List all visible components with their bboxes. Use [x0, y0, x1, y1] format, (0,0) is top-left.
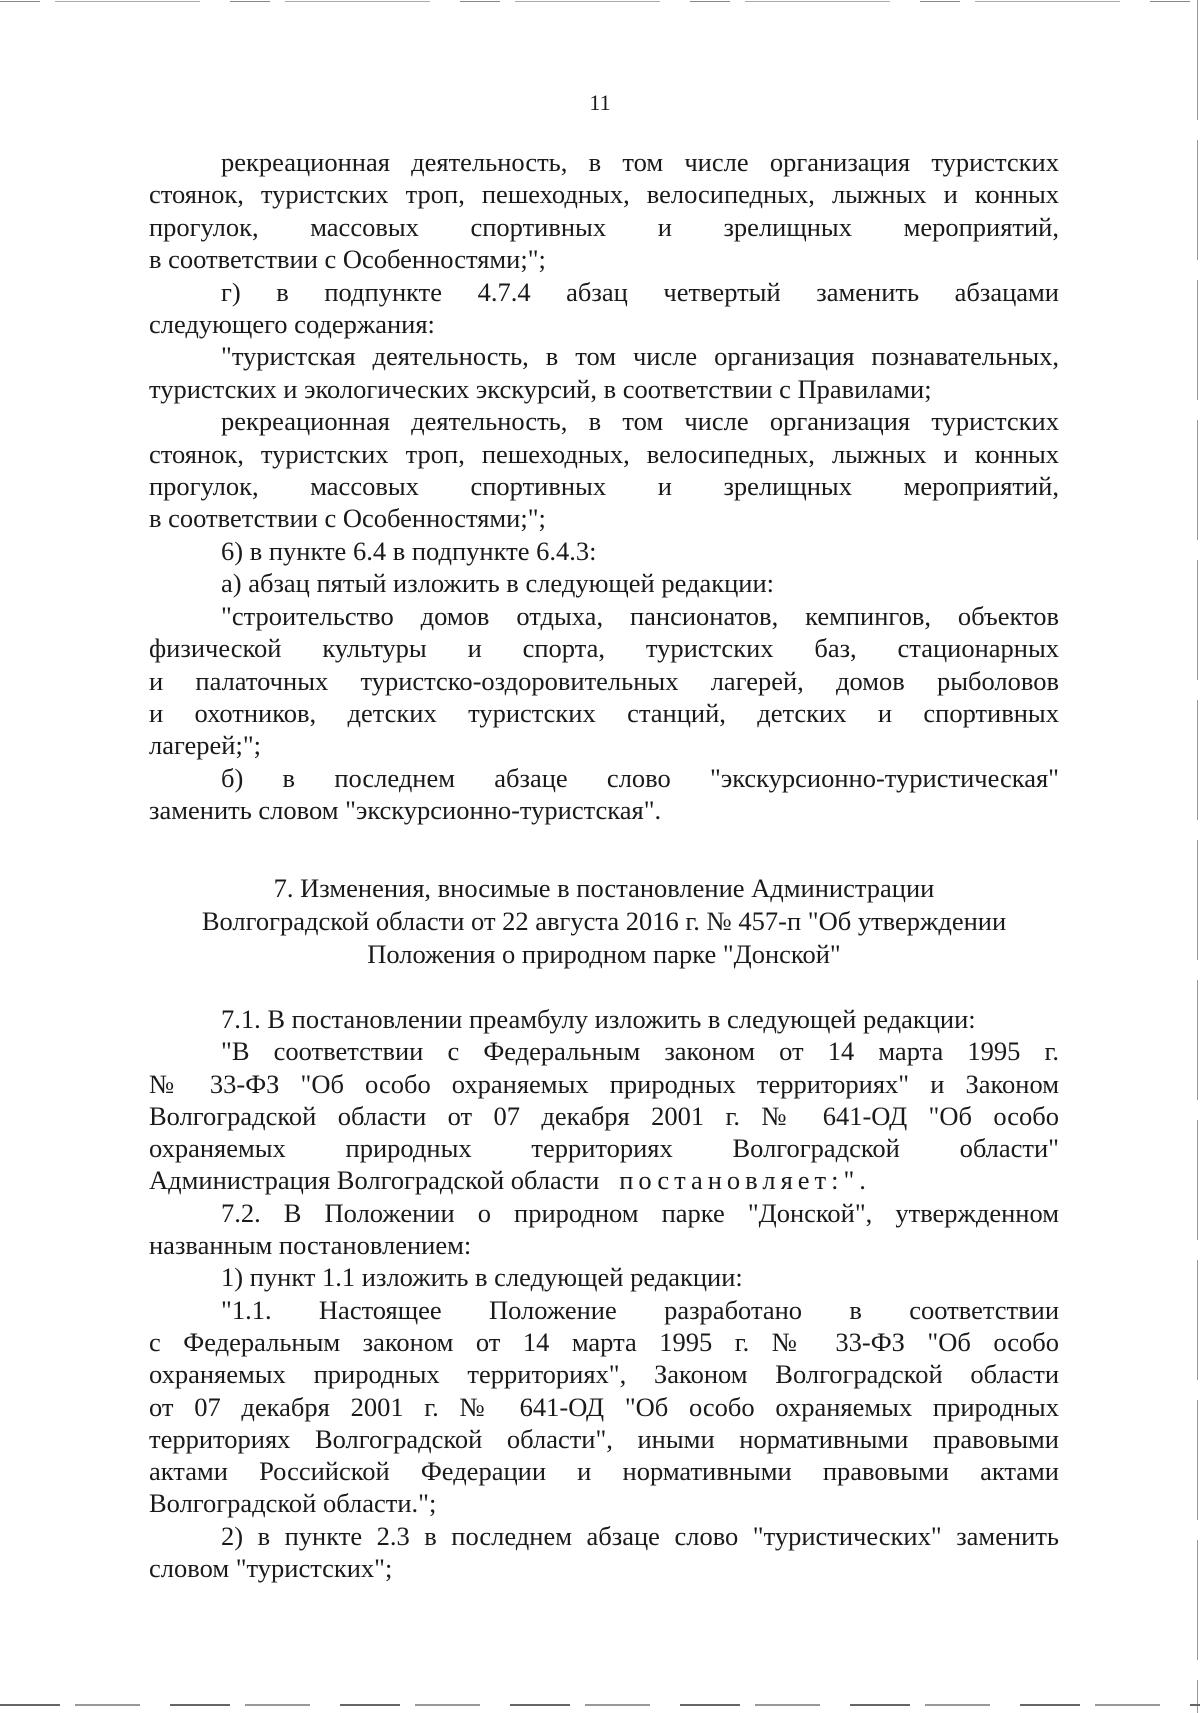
- scan-edge-right: [1197, 0, 1198, 1713]
- text-line: с Федеральным законом от 14 марта 1995 г. № 33-ФЗ "Об особо: [149, 1326, 1059, 1357]
- scan-edge-top: [0, 1, 1200, 2]
- text-line: следующего содержания:: [149, 309, 435, 340]
- section-heading: [149, 872, 1059, 971]
- spaced-keyword: постановляет:".: [619, 1165, 871, 1196]
- text-line: а) абзац пятый изложить в следующей редакции:: [221, 568, 775, 599]
- text-line: охраняемых природных территориях Волгоградской области": [149, 1133, 1059, 1164]
- heading-line: 7. Изменения, вносимые в постановление Администрации: [273, 873, 935, 903]
- text-fragment: Администрация Волгоградской области: [149, 1165, 600, 1196]
- text-line: стоянок, туристских троп, пешеходных, велосипедных, лыжных и конных: [149, 438, 1059, 469]
- body-text-part-1: [149, 146, 1059, 827]
- text-line: прогулок, массовых спортивных и зрелищных мероприятий,: [149, 211, 1059, 242]
- text-line: Волгоградской области.";: [149, 1488, 437, 1519]
- text-line: "туристская деятельность, в том числе организация познавательных,: [221, 341, 1059, 372]
- text-line: в соответствии с Особенностями;";: [149, 503, 546, 534]
- text-line: названным постановлением:: [149, 1230, 472, 1261]
- text-line: в соответствии с Особенностями;";: [149, 244, 546, 275]
- body-text-part-2: [149, 1003, 1059, 1584]
- text-line: "строительство домов отдыха, пансионатов, кемпингов, объектов: [221, 600, 1059, 631]
- page-number: 11: [589, 90, 611, 115]
- text-line: Волгоградской области от 07 декабря 2001 г. № 641-ОД "Об особо: [149, 1100, 1059, 1131]
- text-line: от 07 декабря 2001 г. № 641-ОД "Об особо охраняемых природных: [149, 1391, 1059, 1422]
- text-line: [149, 1164, 1059, 1196]
- text-line: рекреационная деятельность, в том числе организация туристских: [221, 147, 1059, 177]
- text-line: 6) в пункте 6.4 в подпункте 6.4.3:: [221, 535, 597, 566]
- text-line: 1) пункт 1.1 изложить в следующей редакции:: [221, 1262, 743, 1293]
- text-line: прогулок, массовых спортивных и зрелищных мероприятий,: [149, 471, 1059, 502]
- text-line: № 33-ФЗ "Об особо охраняемых природных территориях" и Законом: [149, 1068, 1059, 1099]
- text-line: словом "туристских";: [149, 1553, 393, 1584]
- text-line: "1.1. Настоящее Положение разработано в соответствии: [221, 1294, 1059, 1325]
- text-line: актами Российской Федерации и нормативными правовыми актами: [149, 1456, 1059, 1487]
- text-line: и охотников, детских туристских станций, детских и спортивных: [149, 697, 1059, 728]
- text-line: б) в последнем абзаце слово "экскурсионно-туристическая": [221, 762, 1059, 793]
- text-line: и палаточных туристско-оздоровительных лагерей, домов рыболовов: [149, 665, 1059, 696]
- text-line: рекреационная деятельность, в том числе организация туристских: [221, 406, 1059, 437]
- text-line: 2) в пункте 2.3 в последнем абзаце слово "туристических" заменить: [221, 1520, 1059, 1551]
- text-line: г) в подпункте 4.7.4 абзац четвертый заменить абзацами: [221, 276, 1059, 307]
- text-line: лагерей;";: [149, 730, 262, 761]
- text-line: стоянок, туристских троп, пешеходных, велосипедных, лыжных и конных: [149, 179, 1059, 210]
- text-line: территориях Волгоградской области", иными нормативными правовыми: [149, 1423, 1059, 1454]
- text-line: туристских и экологических экскурсий, в соответствии с Правилами;: [149, 373, 932, 404]
- scan-edge-bottom: [0, 1704, 1200, 1706]
- text-line: заменить словом "экскурсионно-туристская".: [149, 795, 662, 826]
- text-line: охраняемых природных территориях", Законом Волгоградской области: [149, 1359, 1059, 1390]
- text-line: 7.2. В Положении о природном парке "Донской", утвержденном: [221, 1197, 1059, 1228]
- text-line: физической культуры и спорта, туристских баз, стационарных: [149, 633, 1059, 664]
- heading-line: Положения о природном парке "Донской": [367, 939, 841, 969]
- heading-line: Волгоградской области от 22 августа 2016 г. № 457-п "Об утверждении: [201, 906, 1007, 936]
- text-line: 7.1. В постановлении преамбулу изложить в следующей редакции:: [221, 1004, 976, 1034]
- text-line: "В соответствии с Федеральным законом от 14 марта 1995 г.: [221, 1036, 1059, 1067]
